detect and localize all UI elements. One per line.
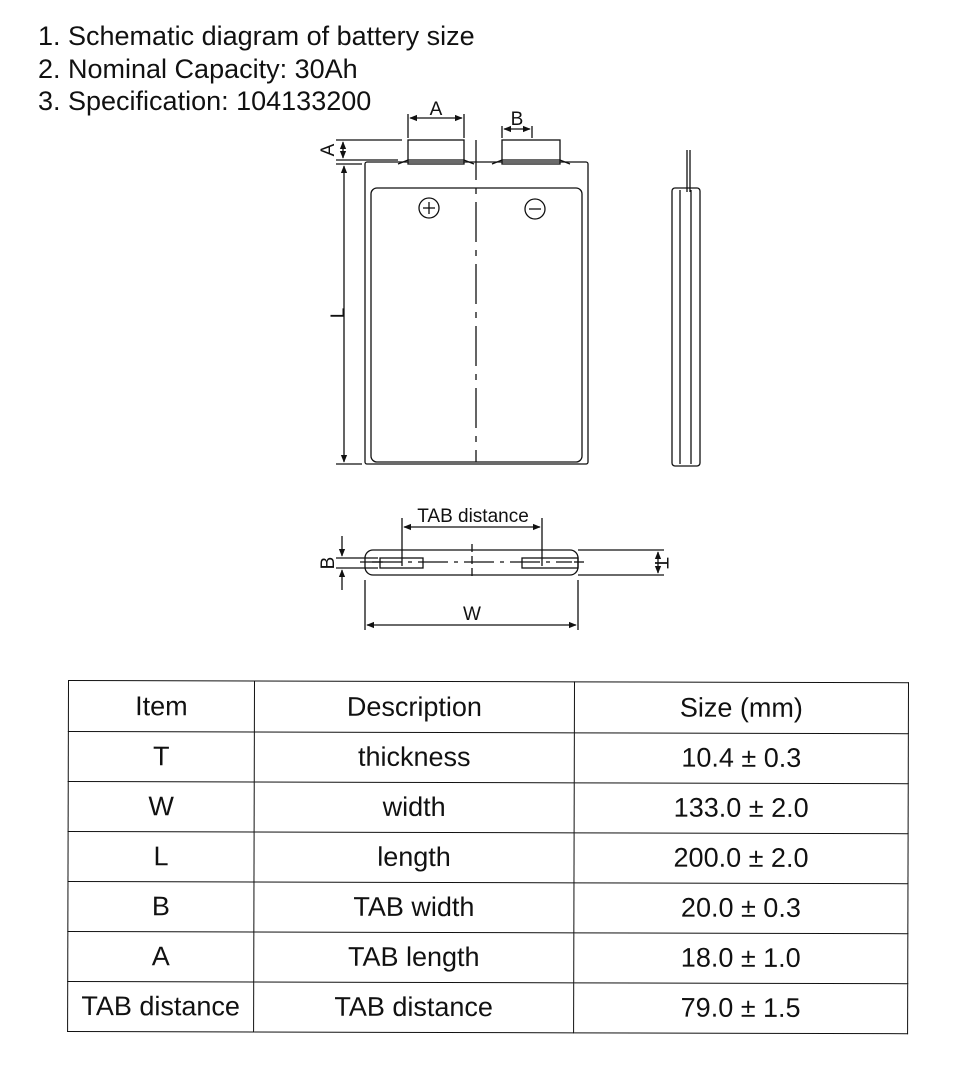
cell-description: length xyxy=(254,832,574,883)
cell-description: width xyxy=(254,782,574,833)
tab-b-label: B xyxy=(510,109,524,130)
cell-item: W xyxy=(68,782,254,832)
table-header-row xyxy=(68,681,908,734)
cell-item: B xyxy=(68,882,254,932)
bottom-view xyxy=(318,506,671,630)
cell-item: L xyxy=(68,832,254,882)
cell-description: TAB length xyxy=(254,932,574,983)
side-view xyxy=(672,150,700,466)
heading-line-2: 2. Nominal Capacity: 30Ah xyxy=(38,53,358,84)
cell-size: 133.0 ± 2.0 xyxy=(574,783,908,834)
cell-size: 20.0 ± 0.3 xyxy=(574,883,908,934)
cell-item: TAB distance xyxy=(68,982,254,1032)
table-row xyxy=(68,882,908,934)
header-item: Item xyxy=(68,681,254,732)
width-label: W xyxy=(463,604,481,625)
header-description: Description xyxy=(254,681,574,733)
front-view xyxy=(318,99,588,464)
cell-description: thickness xyxy=(254,732,574,783)
heading-line-1: 1. Schematic diagram of battery size xyxy=(38,21,475,51)
negative-terminal-icon xyxy=(525,199,545,219)
tab-distance-label: TAB distance xyxy=(417,506,529,527)
table-row xyxy=(68,832,908,884)
header-size: Size (mm) xyxy=(574,682,908,734)
cell-size: 10.4 ± 0.3 xyxy=(574,733,908,784)
cell-description: TAB distance xyxy=(254,982,574,1033)
table-row xyxy=(68,932,908,984)
cell-description: TAB width xyxy=(254,882,574,933)
table-row xyxy=(68,782,908,834)
positive-terminal-icon xyxy=(419,198,439,218)
table-row xyxy=(68,982,908,1034)
thickness-label: T xyxy=(650,557,671,569)
table-row xyxy=(68,732,908,784)
cell-size: 79.0 ± 1.5 xyxy=(574,983,908,1034)
cell-size: 200.0 ± 2.0 xyxy=(574,833,908,884)
spec-table xyxy=(67,680,909,1034)
cell-item: A xyxy=(68,932,254,982)
cell-item: T xyxy=(68,732,254,782)
bottom-b-label: B xyxy=(318,556,339,570)
cell-size: 18.0 ± 1.0 xyxy=(574,933,908,984)
length-label: L xyxy=(328,307,349,319)
side-a-label: A xyxy=(318,143,339,157)
tab-a-label: A xyxy=(429,99,443,120)
heading-line-3: 3. Specification: 104133200 xyxy=(38,86,372,116)
